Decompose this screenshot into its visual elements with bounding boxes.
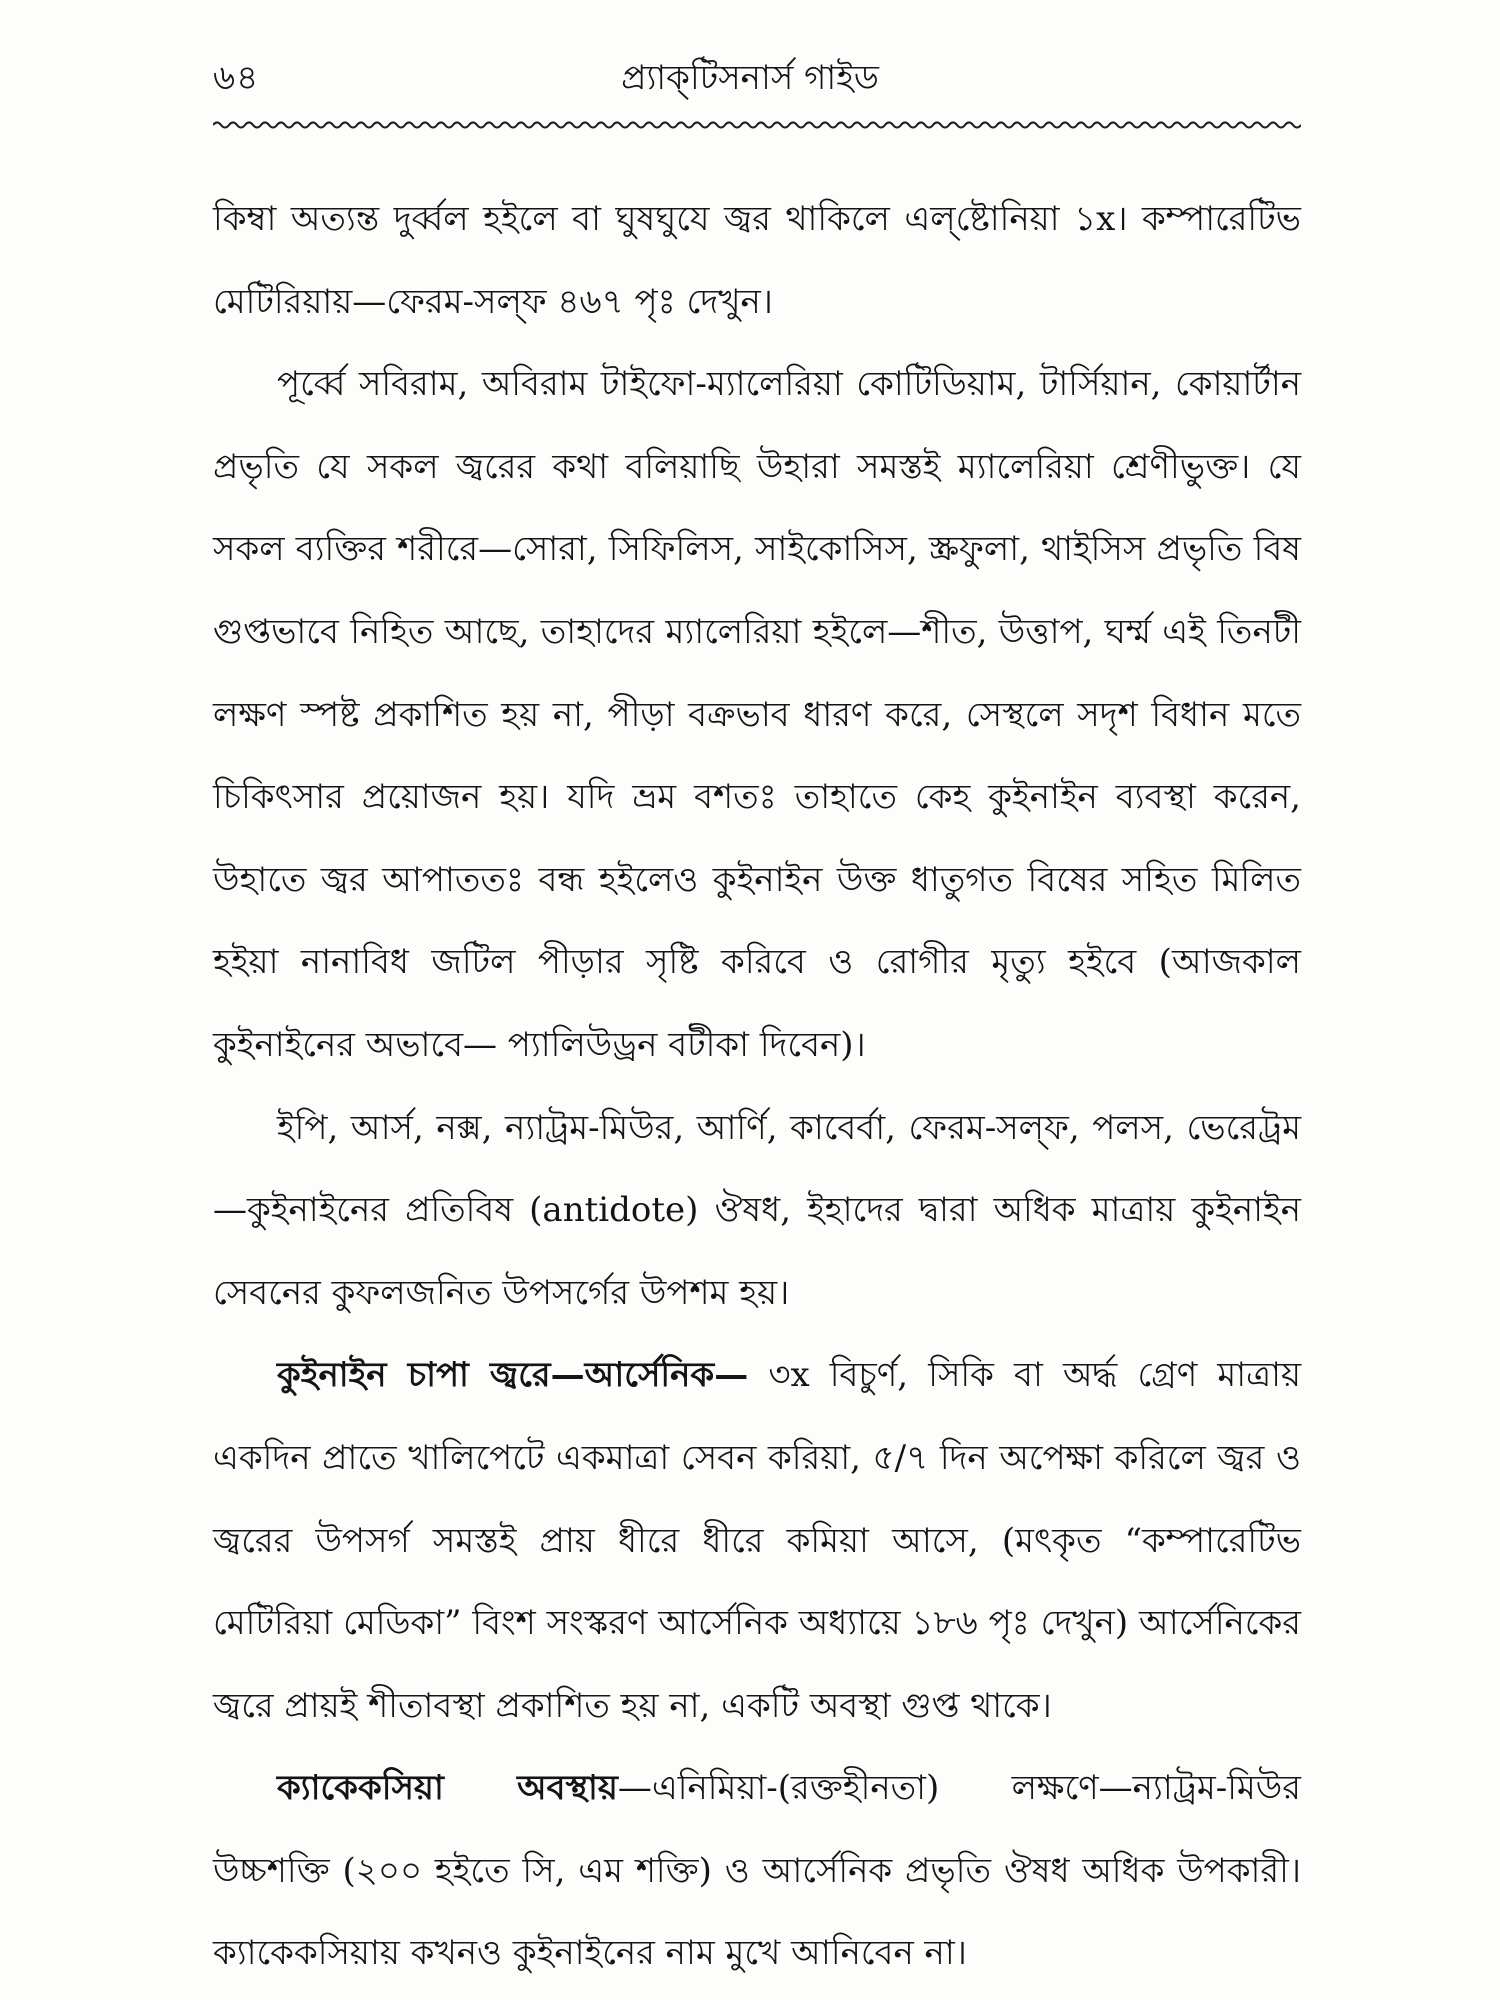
paragraph-4 [213,1334,1301,1747]
paragraph-4-text: ৩x বিচুর্ণ, সিকি বা অর্দ্ধ গ্রেণ মাত্রায় একদিন প্রাতে খালিপেটে একমাত্রা সেবন করিয়া, ৫/৭ দিন অপেক্ষা করিলে জ্বর ও জ্বরের উপসর্গ সমস্তই প্রায় ধীরে ধীরে কমিয়া আসে, (মৎকৃত “কম্পারেটিভ মেটিরিয়া মেডিকা” বিংশ সংস্করণ আর্সেনিক অধ্যায়ে ১৮৬ পৃঃ দেখুন) আর্সেনিকের জ্বরে প্রায়ই শীতাবস্থা প্রকাশিত হয় না, একটি অবস্থা গুপ্ত থাকে। [213,1355,1301,1726]
page-number: ৬৪ [213,58,260,98]
paragraph-4-heading: কুইনাইন চাপা জ্বরে—আর্সেনিক— [277,1355,749,1396]
paragraph-5-heading: ক্যাকেকসিয়া অবস্থায় [277,1768,618,1809]
body-text [213,178,1301,1995]
running-title: প্র্যাক্‌টিসনার্স গাইড [621,58,879,98]
paragraph-1: কিম্বা অত্যন্ত দুর্ব্বল হইলে বা ঘুষঘুযে জ্বর থাকিলে এল্‌ষ্টোনিয়া ১x। কম্পারেটিভ মেটিরিয়ায়—ফেরম-সল্‌ফ ৪৬৭ পৃঃ দেখুন। [213,199,1301,322]
wavy-header-rule [213,118,1301,132]
paragraph-2: পূর্ব্বে সবিরাম, অবিরাম টাইফো-ম্যালেরিয়া কোটিডিয়াম, টার্সিয়ান, কোয়ার্টান প্রভৃতি যে সকল জ্বরের কথা বলিয়াছি উহারা সমস্তই ম্যালেরিয়া শ্রেণীভুক্ত। যে সকল ব্যক্তির শরীরে—সোরা, সিফিলিস, সাইকোসিস, স্ক্রফুলা, থাইসিস প্রভৃতি বিষ গুপ্তভাবে নিহিত আছে, তাহাদের ম্যালেরিয়া হইলে—শীত, উত্তাপ, ঘর্ম্ম এই তিনটী লক্ষণ স্পষ্ট প্রকাশিত হয় না, পীড়া বক্রভাব ধারণ করে, সেস্থলে সদৃশ বিধান মতে চিকিৎসার প্রয়োজন হয়। যদি ভ্রম বশতঃ তাহাতে কেহ কুইনাইন ব্যবস্থা করেন, উহাতে জ্বর আপাততঃ বন্ধ হইলেও কুইনাইন উক্ত ধাতুগত বিষের সহিত মিলিত হইয়া নানাবিধ জটিল পীড়ার সৃষ্টি করিবে ও রোগীর মৃত্যু হইবে (আজকাল কুইনাইনের অভাবে— প্যালিউড্রন বটীকা দিবেন)। [213,364,1301,1065]
paragraph-3: ইপি, আর্স, নক্স, ন্যাট্রম-মিউর, আর্ণি, কাবের্বা, ফেরম-সল্‌ফ, পলস, ভেরেট্রম—কুইনাইনের প্রতিবিষ (antidote) ঔষধ, ইহাদের দ্বারা অধিক মাত্রায় কুইনাইন সেবনের কুফলজনিত উপসর্গের উপশম হয়। [213,1107,1301,1313]
paragraph-5 [213,1747,1301,1995]
paragraph-5-text: —এনিমিয়া-(রক্তহীনতা) লক্ষণে—ন্যাট্রম-মিউর উচ্চশক্তি (২০০ হইতে সি, এম শক্তি) ও আর্সেনিক প্রভৃতি ঔষধ অধিক উপকারী। ক্যাকেকসিয়ায় কখনও কুইনাইনের নাম মুখে আনিবেন না। [213,1768,1301,1974]
